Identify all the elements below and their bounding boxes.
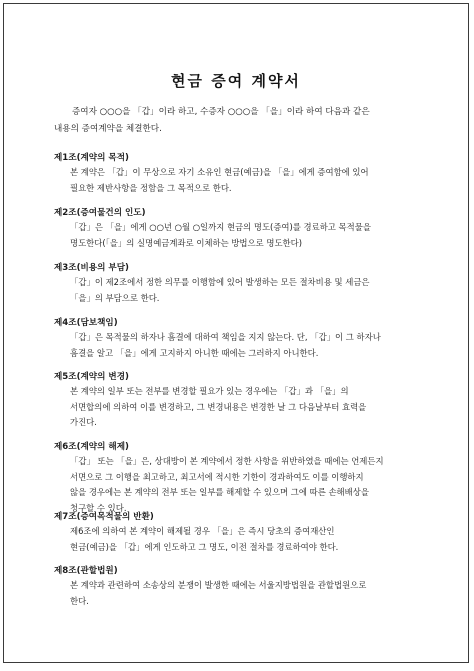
document-title: 현금 증여 계약서 (171, 72, 301, 90)
article-line: 흠결을 알고 「을」에게 고지하지 아니한 때에는 그러하지 아니한다. (70, 347, 319, 358)
article-6 (54, 440, 444, 516)
article-line: 「을」의 부담으로 한다. (70, 292, 160, 303)
article-line: 「갑」 또는 「을」은, 상대방이 본 계약에서 정한 사항을 위반하였을 때에는 언제든지 (70, 456, 384, 466)
article-line: 현금(예금)을 「갑」에게 인도하고 그 명도, 이전 절차를 경료하여야 한다. (70, 541, 339, 552)
article-line: 한다. (70, 595, 89, 606)
article-heading: 제8조(관할법원) (54, 566, 118, 576)
article-body (54, 220, 444, 251)
article-heading: 제1조(계약의 목적) (54, 153, 129, 163)
article-4 (54, 316, 444, 361)
article-line: 청구할 수 있다. (70, 502, 127, 513)
article-line: 명도한다(「을」의 실명예금계좌로 이체하는 방법으로 명도한다) (70, 237, 302, 248)
article-line: 본 계약의 일부 또는 전부를 변경할 필요가 있는 경우에는 「갑」과 「을」의 (70, 386, 349, 396)
article-line: 필요한 제반사항을 정함을 그 목적으로 한다. (70, 182, 232, 193)
article-line: 「갑」은 목적물의 하자나 흠결에 대하여 책임을 지지 않는다. 단, 「갑」이 그 하자나 (70, 332, 381, 342)
article-heading: 제5조(계약의 변경) (54, 372, 129, 382)
article-3 (54, 261, 444, 306)
article-line: 본 계약과 관련하여 소송상의 분쟁이 발생한 때에는 서울지방법원을 관할법원으로 (70, 580, 367, 590)
intro-line: 내용의 증여계약을 체결한다. (54, 124, 162, 134)
article-body (54, 454, 444, 516)
document-page (3, 3, 469, 663)
article-line: 서면으로 그 이행을 최고하고, 최고서에 적시한 기한이 경과하여도 이를 이행하지 (70, 471, 364, 482)
article-line: 「갑」은 「을」에게 ○○년 ○월 ○일까지 현금의 명도(증여)를 경료하고 목적물을 (70, 222, 371, 232)
article-body (54, 578, 444, 609)
article-body (54, 384, 444, 431)
article-line: 본 계약은 「갑」이 무상으로 자기 소유인 현금(예금)을 「을」에게 증여함에 있어 (70, 167, 369, 177)
intro-line: 증여자 ○○○을 「갑」이라 하고, 수증자 ○○○을 「을」이라 하여 다음과 같은 (72, 107, 370, 117)
article-body (54, 524, 444, 555)
article-2 (54, 206, 444, 251)
article-1 (54, 151, 444, 196)
article-body (54, 165, 444, 196)
article-5 (54, 370, 444, 431)
article-line: 제6조에 의하여 본 계약이 해제될 경우 「을」은 즉시 당초의 증여재산인 (70, 526, 335, 536)
article-heading: 제3조(비용의 부담) (54, 263, 129, 273)
article-heading: 제4조(담보책임) (54, 318, 118, 328)
article-heading: 제6조(계약의 해제) (54, 442, 129, 452)
article-line: 않을 경우에는 본 계약의 전부 또는 일부를 해제할 수 있으며 그에 따른 손해배상을 (70, 487, 369, 498)
article-8 (54, 564, 444, 609)
article-line: 가진다. (70, 417, 97, 428)
article-7 (54, 510, 444, 555)
intro-paragraph (54, 104, 434, 138)
article-heading: 제2조(증여물건의 인도) (54, 208, 146, 218)
article-line: 서면합의에 의하여 이를 변경하고, 그 변경내용은 변경한 날 그 다음날부터 효력을 (70, 401, 367, 412)
article-line: 「갑」이 제2조에서 정한 의무를 이행함에 있어 발생하는 모든 절차비용 및 세금은 (70, 277, 370, 287)
article-heading: 제7조(증여목적물의 반환) (54, 512, 154, 522)
article-body (54, 330, 444, 361)
article-body (54, 275, 444, 306)
